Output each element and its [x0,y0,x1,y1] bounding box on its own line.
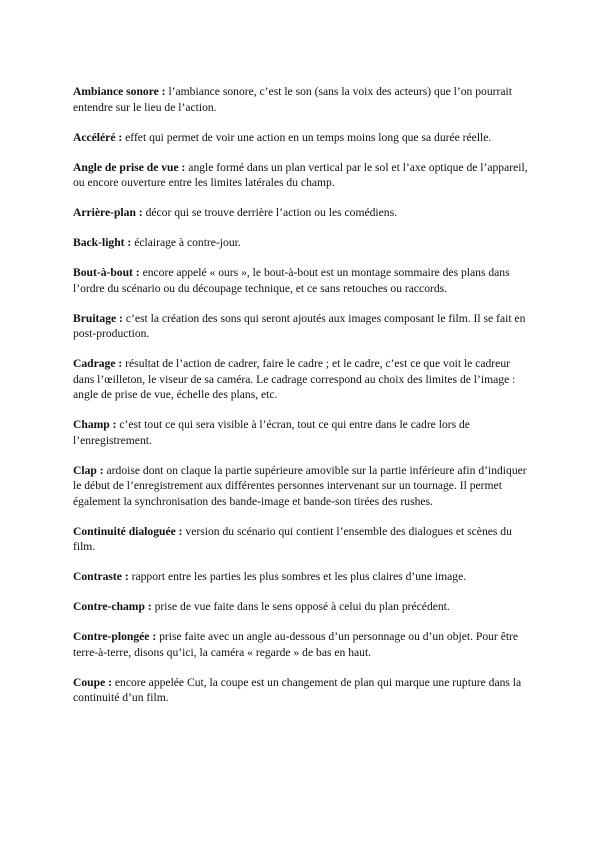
glossary-term: Coupe : [73,675,112,689]
glossary-entry [73,524,531,555]
glossary-entry [73,311,531,342]
glossary-term: Clap : [73,463,104,477]
glossary-entry [73,463,531,510]
glossary-definition: effet qui permet de voir une action en un temps moins long que sa durée réelle. [125,130,492,144]
glossary-term: Continuité dialoguée : [73,524,183,538]
glossary-entry [73,675,531,706]
glossary-entry [73,265,531,296]
glossary-entry [73,629,531,660]
glossary-entry [73,599,531,615]
glossary-term: Cadrage : [73,357,123,370]
glossary-entry [73,84,531,115]
glossary-definition: angle formé dans un plan vertical par le sol et l’axe optique de l’appareil, ou encore ouverture entre les limites latérales du champ. [73,160,528,189]
glossary-term: Bout-à-bout : [73,266,140,279]
glossary-entry [73,130,531,146]
glossary-term: Contre-plongée : [73,630,157,643]
glossary-definition: éclairage à contre-jour. [134,236,241,249]
glossary-entry [73,356,531,403]
glossary-term: Angle de prise de vue : [73,160,186,174]
glossary-entry [73,417,531,448]
glossary-definition: prise de vue faite dans le sens opposé à celui du plan précédent. [154,600,450,613]
glossary-term: Contraste : [73,570,129,583]
glossary-entry [73,205,531,221]
glossary-definition: décor qui se trouve derrière l’action ou les comédiens. [145,206,397,219]
glossary-list [73,84,531,720]
glossary-term: Accéléré : [73,130,123,144]
glossary-definition: rapport entre les parties les plus sombres et les plus claires d’une image. [131,570,467,583]
glossary-definition: ardoise dont on claque la partie supérieure amovible sur la partie inférieure afin d’indiquer le début de l’enregistrement aux différentes personnes intervenant sur un tournage. Il permet également la synchronisation des bande-image et bande-son tirées des rushes. [73,463,527,508]
glossary-term: Champ : [73,418,117,431]
glossary-definition: encore appelé « ours », le bout-à-bout est un montage sommaire des plans dans l’ordre du scénario ou du découpage technique, et ce sans retouches ou raccords. [73,266,510,295]
glossary-entry [73,569,531,585]
glossary-definition: c’est la création des sons qui seront ajoutés aux images composant le film. Il se fait en post-production. [73,311,526,340]
glossary-term: Bruitage : [73,311,123,325]
glossary-term: Back-light : [73,236,132,249]
glossary-definition: résultat de l’action de cadrer, faire le cadre ; et le cadre, c’est ce que voit le cadreur dans l’œilleton, le viseur de sa caméra. Le cadrage correspond au choix des limites de l’image : angle de prise de vue, échelle des plans, etc. [73,357,516,401]
glossary-definition: c’est tout ce qui sera visible à l’écran, tout ce qui entre dans le cadre lors de l’enregistrement. [73,418,470,447]
glossary-term: Ambiance sonore : [73,85,166,98]
glossary-definition: l’ambiance sonore, c’est le son (sans la voix des acteurs) que l’on pourrait entendre sur le lieu de l’action. [73,85,512,114]
glossary-definition: encore appelée Cut, la coupe est un changement de plan qui marque une rupture dans la continuité d’un film. [73,675,522,704]
glossary-term: Contre-champ : [73,600,152,613]
glossary-definition: prise faite avec un angle au-dessous d’un personnage ou d’un objet. Pour être terre-à-terre, disons qu’ici, la caméra « regarde » de bas en haut. [73,630,519,659]
glossary-entry [73,160,531,191]
glossary-definition: version du scénario qui contient l’ensemble des dialogues et scènes du film. [73,524,512,553]
glossary-term: Arrière-plan : [73,206,143,219]
glossary-entry [73,235,531,251]
